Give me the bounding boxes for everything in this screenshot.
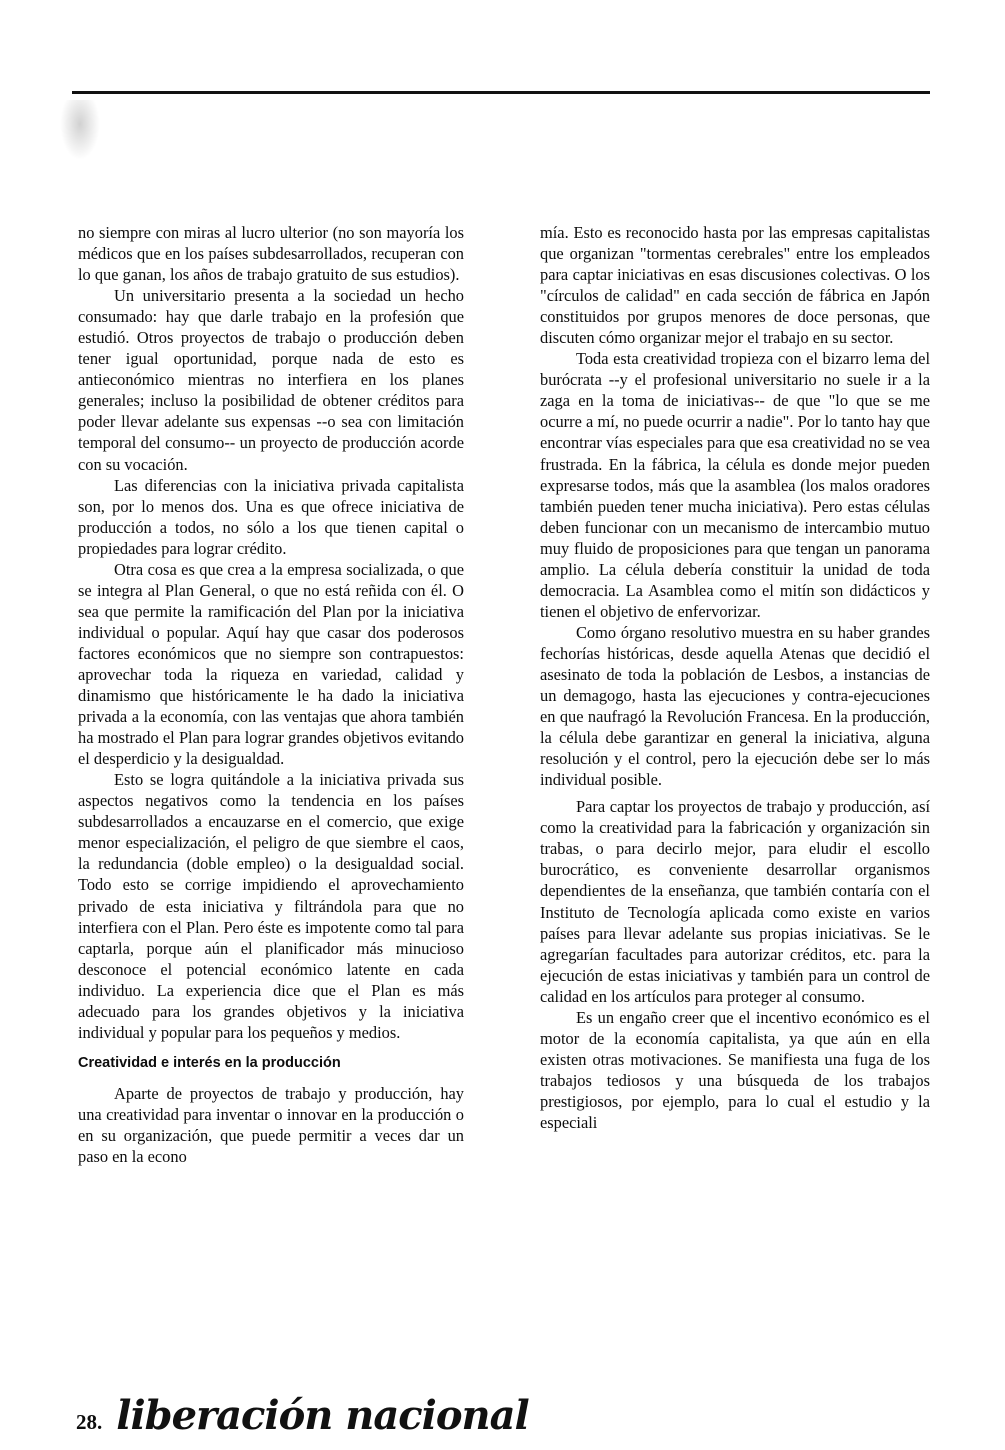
paragraph: Aparte de proyectos de trabajo y producción, hay una creatividad para inventar o innovar en la producción o en su organización, que puede permitir a veces dar un paso en la econo bbox=[78, 1083, 464, 1166]
section-subheading: Creatividad e interés en la producción bbox=[78, 1054, 341, 1071]
header-rule bbox=[72, 91, 930, 94]
right-column bbox=[540, 222, 930, 1133]
paragraph: Como órgano resolutivo muestra en su haber grandes fechorías históricas, desde aquella Atenas que decidió el asesinato de toda la población de Lesbos, a instancias de un demagogo, hasta las ejecuciones y contra-ejecuciones en que naufragó la Revolución Francesa. En la producción, la célula debe garantizar en general la iniciativa, alguna resolución y el control, pero la ejecución debe ser lo más individual posible. bbox=[540, 622, 930, 790]
paragraph: Esto se logra quitándole a la iniciativa privada sus aspectos negativos como la tendencia en los países subdesarrollados a encauzarse en el comercio, que exige menor especialización, el peligro de que siembre el caos, la redundancia (doble empleo) o la desigualdad social. Todo esto se corrige impidiendo el aprovechamiento privado de esta iniciativa y filtrándola para que no interfiera con el Plan. Pero éste es impotente como tal para captarla, porque aún el planificador más minucioso desconoce el potencial económico latente en cada individuo. La experiencia dice que el Plan es más adecuado para los grandes objetivos y la iniciativa individual y popular para los pequeños y medios. bbox=[78, 770, 464, 1042]
paragraph: Otra cosa es que crea a la empresa socializada, o que se integra al Plan General, o que no está reñida con él. O sea que permite la ramificación del Plan por la iniciativa individual o popular. Aquí hay que casar dos poderosos factores económicos que no siempre son contrapuestos: aprovechar toda la riqueza en variedad, calidad y dinamismo que históricamente le ha dado la iniciativa privada a la economía, con las ventajas que ahora también ha mostrado el Plan para lograr grandes objetivos evitando el desperdicio y la desigualdad. bbox=[78, 559, 464, 769]
print-smudge bbox=[60, 100, 100, 160]
paragraph: no siempre con miras al lucro ulterior (no son mayoría los médicos que en los países subdesarrollados, recuperan con lo que ganan, los años de trabajo gratuito de sus estudios). bbox=[78, 223, 464, 285]
paragraph: Un universitario presenta a la sociedad un hecho consumado: hay que darle trabajo en la profesión que estudió. Otros proyectos de trabajo o producción deben tener igual oportunidad, porque nada de esto es antieconómico mientras no interfiera en los planes generales; incluso la posibilidad de obtener créditos para poder llevar adelante sus expensas --o sea con limitación temporal del consumo-- un proyecto de producción acorde con su vocación. bbox=[78, 286, 464, 474]
paragraph: Para captar los proyectos de trabajo y producción, así como la creatividad para la fabricación y organización sin trabas, o para decirlo mejor, para eludir el escollo burocrático, es conveniente desarrollar organismos dependientes de la enseñanza, que también contaría con el Instituto de Tecnología aplicada como existe en varios países para llevar adelante sus propias iniciativas. Se le agregarían facultades para autorizar créditos, etc. para la ejecución de estas iniciativas y también para un control de calidad en los artículos para proteger al consumo. bbox=[540, 797, 930, 1006]
magazine-title-logo: liberación nacional bbox=[116, 1392, 529, 1439]
paragraph: Toda esta creatividad tropieza con el bizarro lema del burócrata --y el profesional universitario no suele ir a la zaga en la toma de iniciativas-- de que "lo que se me ocurre a mí, no puede ocurrir a nadie". Por lo tanto hay que encontrar vías especiales para que esa creatividad no se vea frustrada. En la fábrica, la célula es donde mejor pueden expresarse todos, más que la asamblea (los malos oradores también pueden tener mucha iniciativa). Pero estas células deben funcionar con un mecanismo de intercambio mutuo muy fluido de proposiciones para que tengan un panorama amplio. La célula debería constituir la unidad de toda democracia. La Asamblea como el mitín son didácticos y tienen el objetivo de enfervorizar. bbox=[540, 349, 930, 621]
paragraph: Es un engaño creer que el incentivo económico es el motor de la economía capitalista, ya que aún en ella existen otras motivaciones. Se manifiesta una fuga de los trabajos tediosos y una búsqueda de los trabajos prestigiosos, por ejemplo, para lo cual el estudio y la especiali bbox=[540, 1007, 930, 1132]
page-number: 28. bbox=[76, 1410, 103, 1434]
paragraph: mía. Esto es reconocido hasta por las empresas capitalistas que organizan "tormentas cerebrales" entre los empleados para captar iniciativas en esas discusiones colectivas. O los "círculos de calidad" en cada sección de fábrica en Japón constituidos por grupos menores de doce personas, que discuten cómo organizar mejor el trabajo en su sector. bbox=[540, 223, 930, 348]
left-column bbox=[78, 222, 464, 1167]
page-footer bbox=[76, 1392, 529, 1442]
paragraph: Las diferencias con la iniciativa privada capitalista son, por lo menos dos. Una es que ofrece iniciativa de producción a todos, no sólo a los que tienen capital o propiedades para lograr crédito. bbox=[78, 475, 464, 558]
